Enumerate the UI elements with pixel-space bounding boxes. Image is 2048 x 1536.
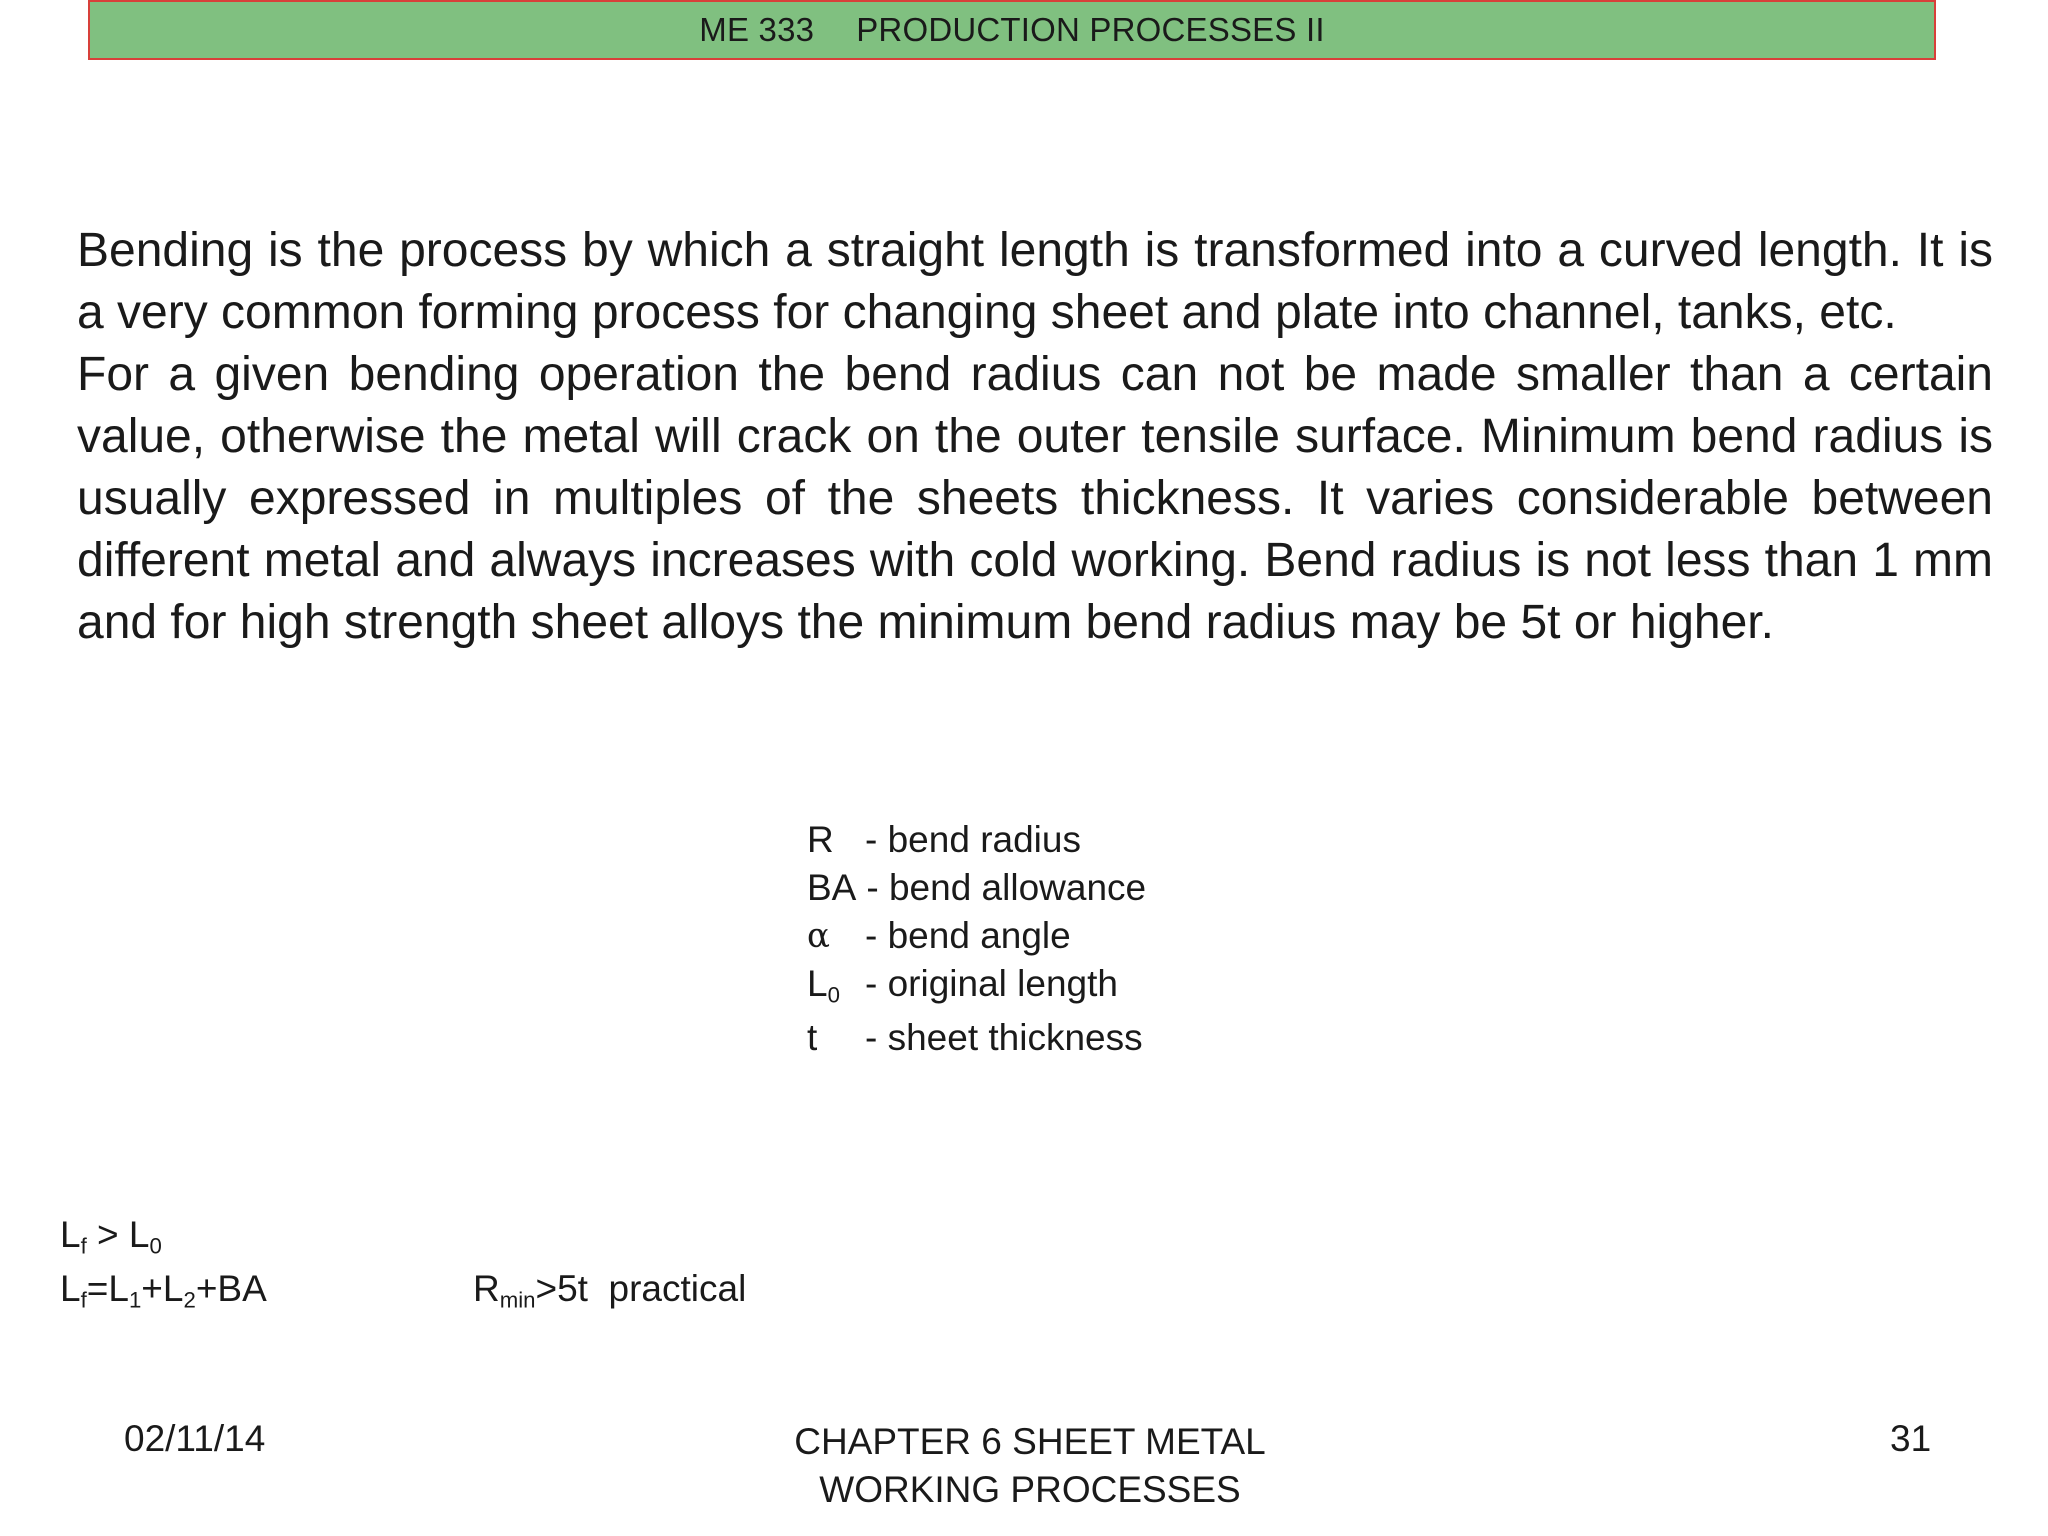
relation-lf-sum: $L_f=L_1+L_2+BA$ bbox=[60, 1268, 267, 1313]
legend-symbol: α bbox=[807, 916, 830, 956]
legend-row-t bbox=[807, 1014, 1146, 1062]
footer-date: 02/11/14 bbox=[124, 1418, 266, 1459]
course-code: ME 333 bbox=[699, 11, 815, 48]
legend-desc: - sheet thickness bbox=[865, 1017, 1143, 1058]
body-text bbox=[77, 220, 1993, 654]
legend-row-r bbox=[807, 816, 1146, 864]
header-bar bbox=[88, 0, 1936, 60]
legend-desc: - original length bbox=[865, 963, 1118, 1004]
length-relations bbox=[60, 1208, 267, 1316]
paragraph-1: Bending is the process by which a straight length is transformed into a curved length. It is a very common forming process for changing sheet and plate into channel, tanks, etc. bbox=[77, 224, 1993, 339]
rmin-relation: $R_{min}>5t$ practical bbox=[473, 1268, 747, 1313]
footer-chapter-title: CHAPTER 6 SHEET METAL WORKING PROCESSES bbox=[794, 1421, 1266, 1510]
paragraph-2: For a given bending operation the bend radius can not be made smaller than a certain value, otherwise the metal will crack on the outer tensile surface. Minimum bend radius is usually expressed in multiples of the sheets thickness. It varies considerable between different metal and always increases with cold working. Bend radius is not less than 1 mm and for high strength sheet alloys the minimum bend radius may be 5t or higher. bbox=[77, 348, 1993, 649]
legend-symbol: BA bbox=[807, 867, 857, 908]
legend-row-l0 bbox=[807, 960, 1146, 1008]
legend-symbol: R bbox=[807, 819, 834, 860]
legend-desc: - bend angle bbox=[865, 915, 1071, 956]
course-title: PRODUCTION PROCESSES II bbox=[856, 11, 1325, 48]
legend-symbol: $L_0$ bbox=[807, 963, 840, 1008]
symbol-legend bbox=[807, 816, 1146, 1062]
page-number: 31 bbox=[1890, 1418, 1932, 1459]
legend-row-ba bbox=[807, 864, 1146, 912]
legend-row-alpha bbox=[807, 912, 1146, 960]
legend-symbol: t bbox=[807, 1017, 818, 1058]
legend-desc: - bend allowance bbox=[866, 867, 1147, 908]
legend-desc: - bend radius bbox=[865, 819, 1081, 860]
relation-lf-gt-l0: $L_f > L_0$ bbox=[60, 1214, 162, 1259]
